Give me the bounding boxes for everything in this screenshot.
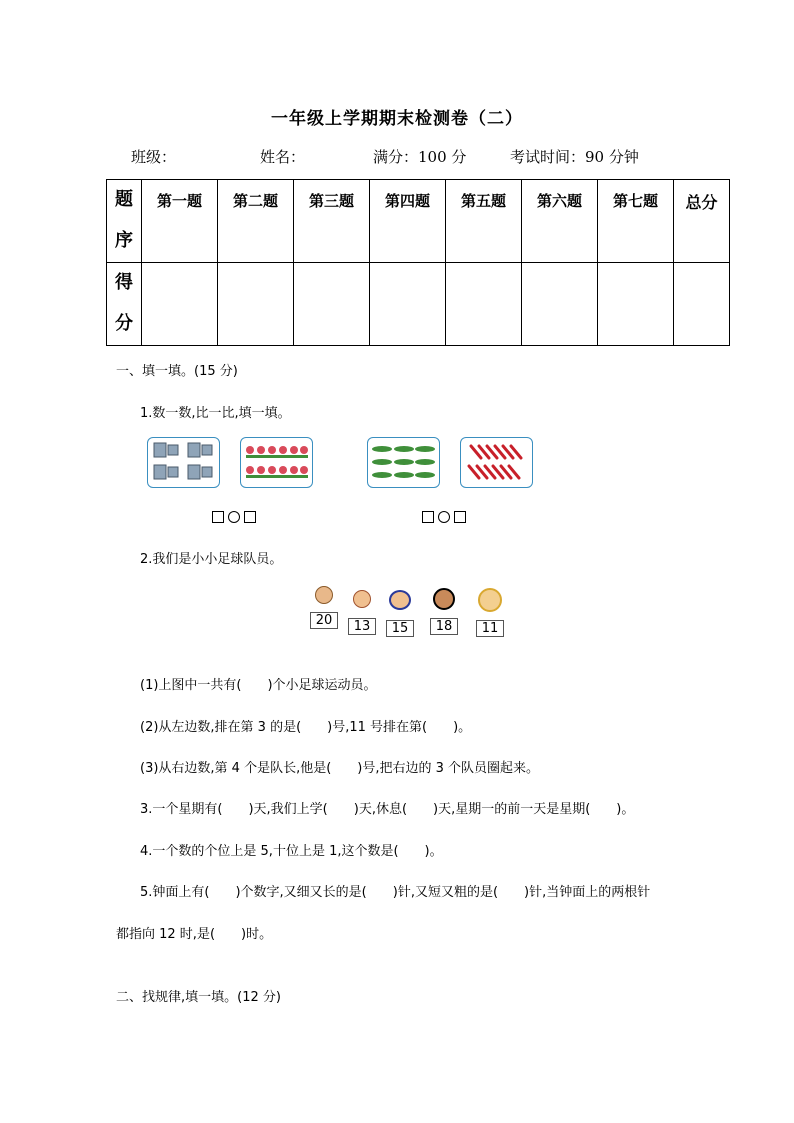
exam-time: 考试时间：90 分钟 xyxy=(510,148,639,166)
question-3: 3.一个星期有( )天,我们上学( )天,休息( )天,星期一的前一天是星期( )。 xyxy=(140,802,635,817)
col-5: 第五题 xyxy=(446,180,522,263)
player: 20 xyxy=(310,586,338,629)
name-label: 姓名： xyxy=(260,148,306,166)
score-cell[interactable] xyxy=(142,263,218,346)
computers-picture xyxy=(147,437,220,488)
player: 11 xyxy=(476,588,504,637)
page-title: 一年级上学期期末检测卷（二） xyxy=(271,109,523,129)
full-score: 满分：100 分 xyxy=(373,148,467,166)
score-cell[interactable] xyxy=(674,263,730,346)
score-cell[interactable] xyxy=(370,263,446,346)
col-6: 第六题 xyxy=(522,180,598,263)
cucumbers-picture xyxy=(367,437,440,488)
peppers-picture xyxy=(460,437,533,488)
score-cell[interactable] xyxy=(294,263,370,346)
player: 15 xyxy=(386,590,414,637)
compare-blank-2[interactable] xyxy=(422,506,466,525)
class-label: 班级： xyxy=(131,148,177,166)
score-cell[interactable] xyxy=(218,263,294,346)
question-4: 4.一个数的个位上是 5,十位上是 1,这个数是( )。 xyxy=(140,844,443,859)
question-2: 2.我们是小小足球队员。 xyxy=(140,552,283,567)
player: 18 xyxy=(430,588,458,635)
score-cell[interactable] xyxy=(598,263,674,346)
col-1: 第一题 xyxy=(142,180,218,263)
question-5: 5.钟面上有( )个数字,又细又长的是( )针,又短又粗的是( )针,当钟面上的两根针 xyxy=(140,885,651,900)
score-row-label: 得 分 xyxy=(107,263,142,346)
header-row-label: 题 序 xyxy=(107,180,142,263)
col-7: 第七题 xyxy=(598,180,674,263)
player: 13 xyxy=(348,590,376,635)
soccer-players-picture xyxy=(310,586,520,650)
compare-blank-1[interactable] xyxy=(212,506,256,525)
score-table xyxy=(106,179,730,346)
question-1: 1.数一数,比一比,填一填。 xyxy=(140,406,291,421)
col-total: 总分 xyxy=(674,180,730,263)
question-2-3: (3)从右边数,第 4 个是队长,他是( )号,把右边的 3 个队员圈起来。 xyxy=(140,761,540,776)
section2-heading: 二、找规律,填一填。(12 分) xyxy=(116,990,281,1005)
col-3: 第三题 xyxy=(294,180,370,263)
col-4: 第四题 xyxy=(370,180,446,263)
score-cell[interactable] xyxy=(522,263,598,346)
flowers-picture xyxy=(240,437,313,488)
question-5-continued: 都指向 12 时,是( )时。 xyxy=(116,927,273,942)
question-2-2: (2)从左边数,排在第 3 的是( )号,11 号排在第( )。 xyxy=(140,720,472,735)
score-cell[interactable] xyxy=(446,263,522,346)
col-2: 第二题 xyxy=(218,180,294,263)
section1-heading: 一、填一填。(15 分) xyxy=(116,364,238,379)
question-2-1: (1)上图中一共有( )个小足球运动员。 xyxy=(140,678,377,693)
